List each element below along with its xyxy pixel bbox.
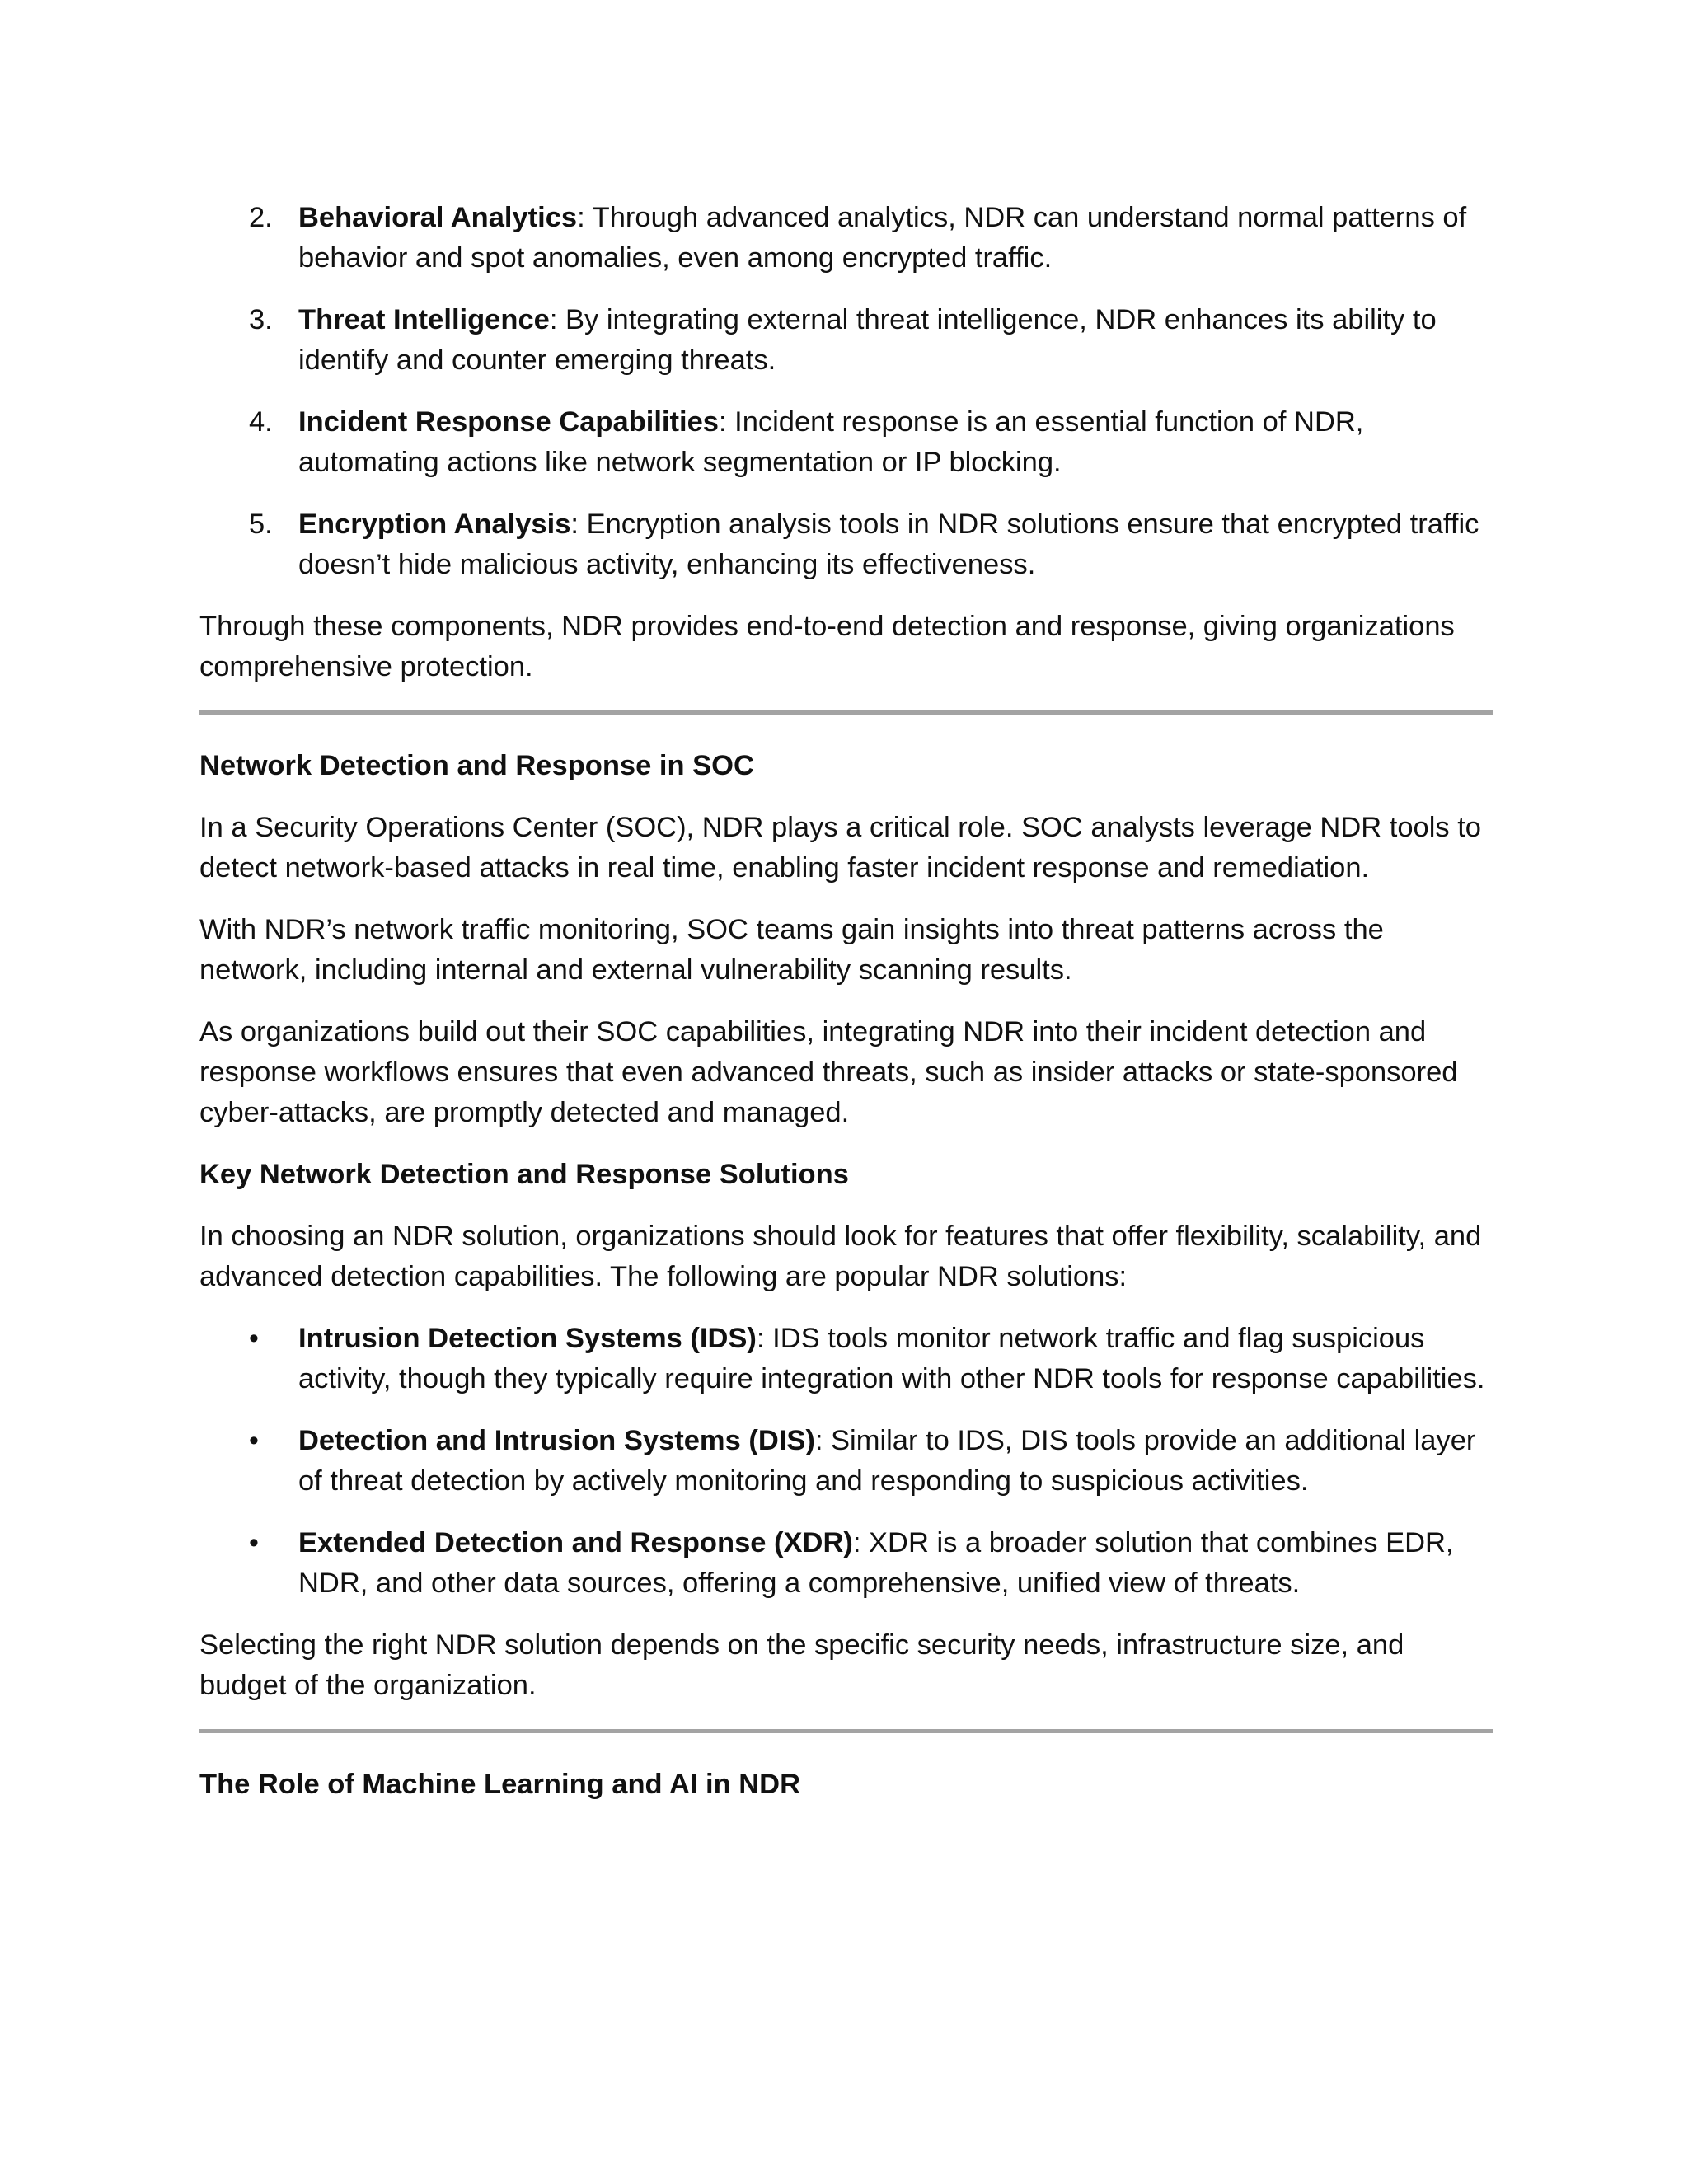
list-term: Extended Detection and Response (XDR) [298, 1527, 853, 1558]
document-page [199, 198, 1493, 1826]
list-item [199, 1319, 1493, 1399]
list-term: Behavioral Analytics [298, 202, 578, 233]
list-text: : Similar to IDS, DIS tools provide an additional layer of threat detection by actively monitoring and responding to suspicious activities. [298, 1425, 1476, 1497]
list-text: : Incident response is an essential function of NDR, automating actions like network segmentation or IP blocking. [298, 406, 1364, 478]
section-heading-ndr-in-soc: Network Detection and Response in SOC [199, 750, 754, 781]
soc-paragraph-1: In a Security Operations Center (SOC), NDR plays a critical role. SOC analysts leverage NDR tools to detect network-based attacks in real time, enabling faster incident response and remediation. [199, 812, 1481, 883]
list-text: : Through advanced analytics, NDR can understand normal patterns of behavior and spot anomalies, even among encrypted traffic. [298, 202, 1467, 274]
list-number: 5. [249, 509, 273, 540]
list-number: 4. [249, 406, 273, 438]
list-text: : By integrating external threat intelligence, NDR enhances its ability to identify and counter emerging threats. [298, 304, 1437, 376]
horizontal-divider [199, 710, 1493, 715]
bullet-icon: • [249, 1527, 259, 1558]
list-term: Incident Response Capabilities [298, 406, 719, 438]
bullet-icon: • [249, 1425, 259, 1456]
list-item [199, 1523, 1493, 1604]
soc-paragraph-2: With NDR’s network traffic monitoring, SOC teams gain insights into threat patterns across the network, including internal and external vulnerability scanning results. [199, 914, 1384, 986]
list-item [199, 402, 1493, 483]
section-heading-key-solutions: Key Network Detection and Response Solutions [199, 1159, 849, 1190]
solutions-list [199, 1319, 1493, 1604]
list-term: Encryption Analysis [298, 509, 571, 540]
list-number: 3. [249, 304, 273, 335]
list-text: : XDR is a broader solution that combines EDR, NDR, and other data sources, offering a comprehensive, unified view of threats. [298, 1527, 1454, 1599]
list-term: Detection and Intrusion Systems (DIS) [298, 1425, 815, 1456]
solutions-closing-paragraph: Selecting the right NDR solution depends on the specific security needs, infrastructure size, and budget of the organization. [199, 1629, 1404, 1701]
soc-paragraph-3: As organizations build out their SOC capabilities, integrating NDR into their incident detection and response workflows ensures that even advanced threats, such as insider attacks or state-sponsored cyber-attacks, are promptly detected and managed. [199, 1016, 1458, 1128]
list-item [199, 504, 1493, 585]
components-summary-paragraph: Through these components, NDR provides end-to-end detection and response, giving organizations comprehensive protection. [199, 611, 1455, 682]
list-text: : Encryption analysis tools in NDR solutions ensure that encrypted traffic doesn’t hide malicious activity, enhancing its effectiveness. [298, 509, 1479, 580]
list-item [199, 1421, 1493, 1502]
list-text: : IDS tools monitor network traffic and flag suspicious activity, though they typically require integration with other NDR tools for response capabilities. [298, 1323, 1485, 1394]
list-item [199, 300, 1493, 381]
list-item [199, 198, 1493, 279]
list-term: Intrusion Detection Systems (IDS) [298, 1323, 757, 1354]
list-number: 2. [249, 202, 273, 233]
horizontal-divider [199, 1729, 1493, 1733]
bullet-icon: • [249, 1323, 259, 1354]
solutions-intro-paragraph: In choosing an NDR solution, organizations should look for features that offer flexibility, scalability, and advanced detection capabilities. The following are popular NDR solutions: [199, 1221, 1482, 1292]
list-term: Threat Intelligence [298, 304, 550, 335]
components-list [199, 198, 1493, 585]
section-heading-ml-ai: The Role of Machine Learning and AI in NDR [199, 1769, 801, 1800]
